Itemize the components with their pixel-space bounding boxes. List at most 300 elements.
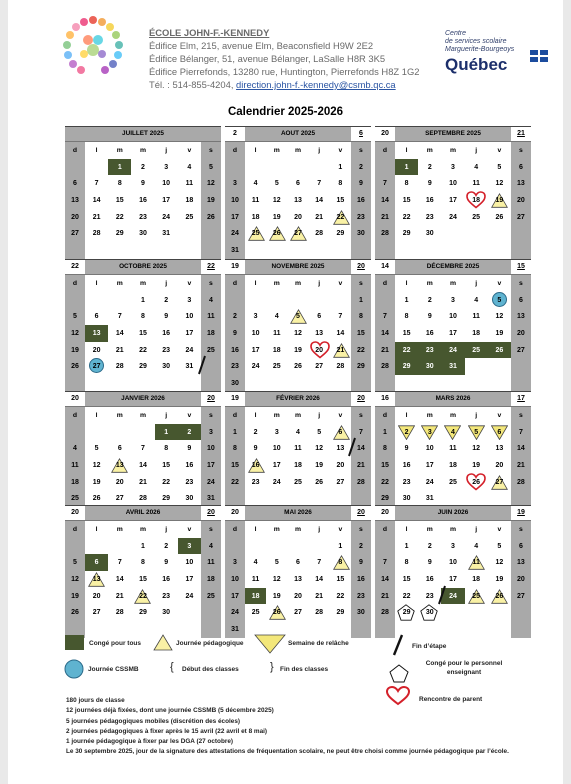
- day-number: 16: [402, 461, 411, 469]
- empty-day-cell: [155, 242, 178, 259]
- empty-day-cell: [330, 375, 351, 392]
- day-of-week-header: v: [497, 279, 502, 287]
- day-number: 2: [427, 542, 432, 550]
- day-cell: [395, 440, 418, 457]
- day-cell: [465, 588, 488, 605]
- day-number: 7: [338, 313, 343, 321]
- day-number: 23: [162, 592, 171, 600]
- day-number: 23: [357, 213, 365, 221]
- month-header: [225, 259, 371, 275]
- empty-day-cell: [330, 242, 351, 259]
- day-cell: [287, 308, 308, 325]
- day-number: 6: [518, 296, 523, 304]
- day-cell: [418, 554, 441, 571]
- month-title: JUIN 2026: [437, 509, 469, 516]
- day-number: 10: [251, 329, 260, 337]
- day-of-week-header: d: [375, 275, 395, 292]
- day-of-week-header: m: [139, 279, 146, 287]
- empty-day-cell: [465, 375, 488, 392]
- empty-day-cell: [465, 242, 488, 259]
- day-number: 2: [164, 542, 169, 550]
- day-of-week-header: v: [338, 411, 343, 419]
- day-cell: [65, 209, 85, 226]
- month-title: AOUT 2025: [280, 130, 316, 137]
- day-cell: [330, 192, 351, 209]
- day-of-week-header: m: [426, 146, 433, 154]
- day-cell: [330, 457, 351, 474]
- day-number: 11: [273, 329, 281, 337]
- day-cell: [245, 209, 266, 226]
- day-cell: [108, 571, 131, 588]
- day-cell: [465, 424, 488, 441]
- day-number: 17: [231, 592, 239, 600]
- day-cell: [85, 474, 108, 491]
- day-number: 9: [233, 329, 237, 337]
- week-count-left: 20: [225, 506, 245, 520]
- day-cell: [108, 358, 131, 375]
- day-of-week-header: d: [225, 407, 245, 424]
- day-number: 4: [296, 428, 300, 436]
- month-header: [225, 391, 371, 407]
- day-cell: [418, 209, 441, 226]
- month-days-grid: [375, 275, 531, 392]
- month-header: [375, 259, 531, 275]
- empty-day-cell: [266, 538, 287, 555]
- empty-day-cell: [309, 621, 330, 638]
- day-number: 10: [231, 575, 239, 583]
- week-count-right: 21: [511, 127, 531, 141]
- day-number: 2: [233, 313, 237, 321]
- empty-day-cell: [511, 242, 531, 259]
- calendar-page: [8, 0, 563, 784]
- day-of-week-header: l: [405, 525, 408, 533]
- day-cell: [351, 588, 371, 605]
- day-cell: [245, 604, 266, 621]
- day-of-week-header: m: [294, 525, 301, 533]
- day-number: 3: [274, 428, 279, 436]
- day-number: 9: [427, 313, 432, 321]
- day-cell: [465, 292, 488, 309]
- day-cell: [155, 325, 178, 342]
- day-number: 27: [517, 592, 525, 600]
- day-of-week-header: s: [511, 407, 531, 424]
- day-number: 3: [208, 428, 213, 436]
- day-cell: [287, 342, 308, 359]
- month-title: FÉVRIER 2026: [276, 395, 320, 402]
- day-cell: [85, 192, 108, 209]
- day-number: 28: [517, 478, 525, 486]
- empty-day-cell: [441, 604, 464, 621]
- day-cell: [201, 159, 221, 176]
- empty-day-cell: [287, 375, 308, 392]
- day-number: 8: [404, 559, 409, 567]
- day-number: 15: [402, 196, 411, 204]
- empty-day-cell: [488, 225, 511, 242]
- day-cell: [178, 571, 201, 588]
- day-cell: [375, 571, 395, 588]
- day-number: 4: [474, 296, 479, 304]
- day-number: 31: [231, 625, 239, 633]
- quebec-flag-icon: [530, 50, 548, 62]
- day-cell: [418, 358, 441, 375]
- empty-day-cell: [65, 159, 85, 176]
- day-of-week-header: l: [254, 411, 257, 419]
- day-number: 25: [207, 346, 215, 354]
- day-number: 30: [402, 495, 411, 503]
- empty-day-cell: [395, 375, 418, 392]
- note-line: 1 journée pédagogique à fixer par les DGA (27 octobre): [66, 738, 234, 746]
- day-cell: [65, 588, 85, 605]
- day-cell: [225, 325, 245, 342]
- day-cell: [465, 175, 488, 192]
- day-number: 21: [517, 461, 525, 469]
- day-cell: [108, 175, 131, 192]
- day-number: 25: [71, 495, 79, 503]
- day-number: 15: [115, 196, 124, 204]
- day-number: 8: [164, 445, 169, 453]
- day-cell: [155, 440, 178, 457]
- day-number: 18: [207, 329, 215, 337]
- day-number: 17: [449, 329, 457, 337]
- day-number: 22: [139, 592, 147, 600]
- day-of-week-header: v: [497, 146, 502, 154]
- day-of-week-header: m: [139, 411, 146, 419]
- email-link[interactable]: direction.john-f.-kennedy@csmb.qc.ca: [236, 79, 396, 90]
- note-line: 12 journées déjà fixées, dont une journée CSSMB (5 décembre 2025): [66, 707, 274, 715]
- day-cell: [351, 292, 371, 309]
- day-cell: [225, 424, 245, 441]
- day-cell: [201, 192, 221, 209]
- note-line: 5 journées pédagogiques mobiles (discrétion des écoles): [66, 717, 241, 725]
- month-days-grid: [375, 521, 531, 638]
- day-of-week-header: v: [338, 525, 343, 533]
- day-of-week-header: d: [65, 275, 85, 292]
- day-cell: [131, 440, 154, 457]
- day-number: 3: [187, 542, 192, 550]
- day-cell: [131, 554, 154, 571]
- day-of-week-header: m: [116, 525, 123, 533]
- day-cell: [441, 440, 464, 457]
- day-number: 17: [425, 461, 434, 469]
- day-number: 20: [115, 478, 124, 486]
- day-cell: [511, 175, 531, 192]
- day-number: 3: [451, 542, 455, 550]
- day-of-week-header: m: [426, 525, 433, 533]
- day-cell: [201, 292, 221, 309]
- day-cell: [309, 175, 330, 192]
- day-cell: [488, 538, 511, 555]
- day-number: 22: [336, 592, 345, 600]
- day-number: 5: [474, 428, 479, 436]
- month-title: MAI 2026: [284, 509, 312, 516]
- day-cell: [488, 192, 511, 209]
- day-cell: [375, 342, 395, 359]
- day-number: 18: [294, 461, 302, 469]
- day-number: 21: [381, 346, 389, 354]
- day-number: 18: [472, 196, 481, 204]
- day-cell: [225, 308, 245, 325]
- day-number: 28: [381, 363, 389, 371]
- day-cell: [65, 192, 85, 209]
- day-cell: [465, 159, 488, 176]
- day-number: 23: [139, 213, 147, 221]
- day-number: 12: [71, 575, 79, 583]
- week-count-left: 20: [65, 392, 85, 406]
- day-number: 14: [92, 196, 101, 204]
- day-cell: [511, 192, 531, 209]
- day-number: 14: [315, 575, 324, 583]
- day-number: 25: [449, 478, 457, 486]
- week-count-right: 15: [511, 260, 531, 274]
- day-cell: [245, 308, 266, 325]
- day-of-week-header: v: [187, 411, 192, 419]
- day-number: 21: [315, 213, 324, 221]
- day-number: 15: [162, 461, 171, 469]
- day-cell: [131, 457, 154, 474]
- empty-day-cell: [441, 225, 464, 242]
- month-title: JUILLET 2025: [122, 130, 164, 137]
- day-number: 6: [117, 445, 122, 453]
- day-cell: [245, 554, 266, 571]
- day-cell: [375, 225, 395, 242]
- address-line: Édifice Bélanger, 51, avenue Bélanger, LaSalle H8R 3K5: [149, 53, 386, 64]
- day-cell: [395, 159, 418, 176]
- day-cell: [418, 474, 441, 491]
- day-cell: [178, 440, 201, 457]
- empty-day-cell: [418, 621, 441, 638]
- day-number: 4: [73, 445, 77, 453]
- day-cell: [287, 192, 308, 209]
- week-count-right: 20: [351, 506, 371, 520]
- day-cell: [465, 192, 488, 209]
- day-cell: [375, 358, 395, 375]
- day-cell: [375, 424, 395, 441]
- day-cell: [330, 604, 351, 621]
- day-cell: [395, 175, 418, 192]
- day-cell: [225, 604, 245, 621]
- empty-day-cell: [245, 242, 266, 259]
- day-cell: [418, 225, 441, 242]
- day-cell: [330, 554, 351, 571]
- day-number: 28: [357, 478, 365, 486]
- day-cell: [287, 440, 308, 457]
- day-number: 20: [517, 329, 525, 337]
- empty-day-cell: [266, 292, 287, 309]
- day-cell: [266, 358, 287, 375]
- day-number: 12: [71, 329, 79, 337]
- day-of-week-header: j: [318, 525, 321, 533]
- day-cell: [131, 588, 154, 605]
- day-number: 13: [115, 461, 124, 469]
- day-number: 30: [162, 609, 171, 617]
- day-number: 6: [94, 313, 99, 321]
- month-days-grid: [225, 275, 371, 392]
- empty-day-cell: [201, 604, 221, 621]
- day-cell: [266, 209, 287, 226]
- day-number: 8: [141, 559, 145, 567]
- day-cell: [225, 225, 245, 242]
- day-number: 8: [404, 180, 409, 188]
- empty-day-cell: [201, 242, 221, 259]
- day-cell: [488, 554, 511, 571]
- day-cell: [511, 554, 531, 571]
- day-cell: [85, 457, 108, 474]
- empty-day-cell: [266, 159, 287, 176]
- school-info: [149, 26, 419, 91]
- day-number: 13: [517, 313, 525, 321]
- day-cell: [351, 308, 371, 325]
- day-of-week-header: j: [318, 146, 321, 154]
- note-line: 180 jours de classe: [66, 697, 125, 704]
- day-cell: [178, 209, 201, 226]
- day-cell: [108, 474, 131, 491]
- day-number: 28: [315, 609, 324, 617]
- day-number: 11: [185, 180, 194, 188]
- day-number: 6: [296, 180, 300, 188]
- day-number: 15: [231, 461, 239, 469]
- day-number: 7: [141, 445, 145, 453]
- fin-etape-slash-icon: [347, 437, 357, 457]
- day-number: 29: [402, 609, 411, 617]
- day-cell: [465, 474, 488, 491]
- day-number: 11: [251, 575, 260, 583]
- day-cell: [287, 554, 308, 571]
- day-number: 7: [383, 559, 387, 567]
- empty-day-cell: [108, 538, 131, 555]
- day-cell: [309, 571, 330, 588]
- day-number: 4: [451, 428, 455, 436]
- day-number: 29: [402, 230, 411, 238]
- day-number: 24: [162, 213, 171, 221]
- day-cell: [201, 209, 221, 226]
- day-cell: [395, 225, 418, 242]
- day-cell: [488, 325, 511, 342]
- day-cell: [155, 588, 178, 605]
- day-cell: [65, 604, 85, 621]
- day-of-week-header: l: [95, 279, 98, 287]
- day-cell: [488, 159, 511, 176]
- day-number: 25: [251, 609, 260, 617]
- day-of-week-header: m: [449, 525, 456, 533]
- day-of-week-header: m: [294, 411, 301, 419]
- legend-pedago-triangle-icon: [153, 634, 173, 651]
- day-of-week-header: m: [273, 411, 280, 419]
- day-number: 2: [187, 428, 192, 436]
- day-number: 11: [71, 461, 79, 469]
- day-number: 30: [139, 230, 147, 238]
- day-number: 15: [381, 461, 389, 469]
- day-number: 1: [233, 428, 237, 436]
- day-cell: [418, 424, 441, 441]
- day-number: 18: [472, 575, 481, 583]
- day-of-week-header: m: [116, 279, 123, 287]
- day-of-week-header: v: [187, 279, 192, 287]
- day-number: 12: [495, 559, 504, 567]
- empty-day-cell: [201, 621, 221, 638]
- day-number: 26: [495, 592, 504, 600]
- day-cell: [488, 175, 511, 192]
- day-number: 6: [94, 559, 99, 567]
- empty-day-cell: [511, 621, 531, 638]
- day-cell: [155, 474, 178, 491]
- day-number: 24: [231, 230, 239, 238]
- day-number: 12: [472, 445, 481, 453]
- day-of-week-header: m: [449, 146, 456, 154]
- week-count-right: 20: [201, 392, 221, 406]
- day-cell: [309, 604, 330, 621]
- day-number: 26: [207, 213, 215, 221]
- day-cell: [178, 159, 201, 176]
- day-number: 20: [294, 592, 302, 600]
- month-header: [65, 391, 221, 407]
- day-cell: [201, 538, 221, 555]
- day-number: 5: [317, 428, 322, 436]
- day-cell: [375, 474, 395, 491]
- day-of-week-header: m: [449, 411, 456, 419]
- empty-day-cell: [375, 538, 395, 555]
- day-number: 1: [404, 296, 409, 304]
- day-cell: [488, 440, 511, 457]
- month-header: [65, 259, 221, 275]
- day-of-week-header: d: [65, 521, 85, 538]
- day-number: 23: [425, 592, 434, 600]
- day-cell: [65, 225, 85, 242]
- day-number: 17: [449, 575, 457, 583]
- day-of-week-header: j: [475, 279, 478, 287]
- day-number: 8: [383, 445, 387, 453]
- day-cell: [155, 159, 178, 176]
- day-cell: [178, 325, 201, 342]
- day-cell: [85, 325, 108, 342]
- day-cell: [418, 159, 441, 176]
- empty-day-cell: [225, 292, 245, 309]
- day-number: 20: [294, 213, 302, 221]
- day-cell: [395, 571, 418, 588]
- day-number: 20: [92, 592, 101, 600]
- legend-fin-bracket-icon: }: [270, 661, 274, 673]
- empty-day-cell: [245, 292, 266, 309]
- week-count-left: 20: [375, 127, 395, 141]
- day-number: 30: [425, 609, 434, 617]
- day-cell: [131, 474, 154, 491]
- day-cell: [441, 192, 464, 209]
- month-days-grid: [225, 142, 371, 259]
- day-cell: [395, 292, 418, 309]
- day-cell: [488, 342, 511, 359]
- day-number: 19: [315, 461, 324, 469]
- day-number: 28: [315, 230, 324, 238]
- day-cell: [245, 175, 266, 192]
- day-cell: [511, 474, 531, 491]
- week-count-right: 20: [351, 260, 371, 274]
- empty-day-cell: [441, 242, 464, 259]
- day-cell: [266, 474, 287, 491]
- month-title: OCTOBRE 2025: [119, 263, 167, 270]
- legend-cssmb-label: Journée CSSMB: [88, 666, 139, 673]
- day-of-week-header: l: [95, 525, 98, 533]
- day-number: 27: [517, 346, 525, 354]
- day-cell: [330, 358, 351, 375]
- day-of-week-header: m: [116, 146, 123, 154]
- day-cell: [418, 175, 441, 192]
- day-cell: [178, 538, 201, 555]
- month-days-grid: [65, 521, 221, 638]
- day-cell: [201, 175, 221, 192]
- day-number: 31: [185, 363, 194, 371]
- day-cell: [351, 225, 371, 242]
- day-cell: [225, 209, 245, 226]
- empty-day-cell: [65, 375, 85, 392]
